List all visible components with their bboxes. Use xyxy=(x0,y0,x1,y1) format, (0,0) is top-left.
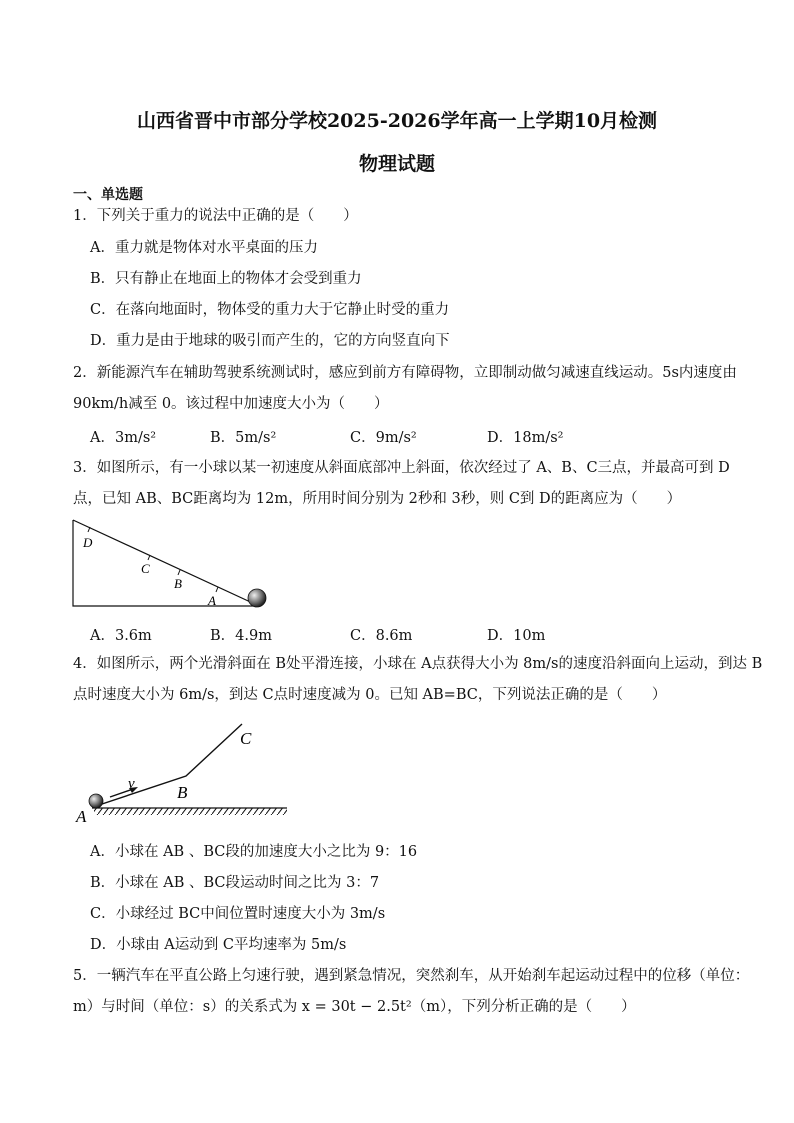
question-2-stem-line2: 90km/h减至 0。该过程中加速度大小为（ ） xyxy=(73,396,389,412)
question-2-stem-line1: 2．新能源汽车在辅助驾驶系统测试时，感应到前方有障碍物，立即制动做匀减速直线运动。5s内速度由 xyxy=(73,365,737,381)
question-1-option-a: A．重力就是物体对水平桌面的压力 xyxy=(90,240,318,256)
question-2-option-c: C．9m/s² xyxy=(350,430,417,446)
tick-a xyxy=(216,587,218,592)
question-5-stem-line1: 5．一辆汽车在平直公路上匀速行驶，遇到紧急情况，突然刹车，从开始刹车起运动过程中的位移（单位： xyxy=(73,968,750,984)
page-title-line1: 山西省晋中市部分学校2025-2026学年高一上学期10月检测 xyxy=(136,110,658,132)
question-5-stem-line2: m）与时间（单位：s）的关系式为 x = 30t − 2.5t²（m），下列分析正确的是（ ） xyxy=(73,999,636,1015)
label-b: B xyxy=(174,576,182,591)
ball xyxy=(89,794,103,808)
question-2-option-b: B．5m/s² xyxy=(210,430,277,446)
question-3-stem-line2: 点，已知 AB、BC距离均为 12m，所用时间分别为 2秒和 3秒，则 C到 D的距离应为（ ） xyxy=(73,491,682,507)
label-a: A xyxy=(208,593,216,608)
question-4-option-d: D．小球由 A运动到 C平均速率为 5m/s xyxy=(90,937,347,953)
label-a: A xyxy=(76,807,87,824)
question-1-stem: 1．下列关于重力的说法中正确的是（ ） xyxy=(73,208,358,224)
question-2-option-d: D．18m/s² xyxy=(487,430,564,446)
question-4-option-a: A．小球在 AB 、BC段的加速度大小之比为 9：16 xyxy=(90,844,418,860)
question-4-option-c: C．小球经过 BC中间位置时速度大小为 3m/s xyxy=(90,906,386,922)
question-1-option-c: C．在落向地面时，物体受的重力大于它静止时受的重力 xyxy=(90,302,450,318)
ball xyxy=(248,589,266,607)
question-4-two-slope-figure xyxy=(74,718,294,824)
question-2-option-a: A．3m/s² xyxy=(90,430,157,446)
page-title-line2: 物理试题 xyxy=(358,153,435,175)
label-c: C xyxy=(240,729,252,748)
question-3-option-c: C．8.6m xyxy=(350,628,413,644)
question-3-incline-figure xyxy=(70,515,280,611)
section-heading: 一、单选题 xyxy=(73,187,143,203)
question-4-stem-line2: 点时速度大小为 6m/s，到达 C点时速度减为 0。已知 AB=BC，下列说法正确的是（ ） xyxy=(73,687,667,703)
label-d: D xyxy=(83,535,93,550)
question-3-option-b: B．4.9m xyxy=(210,628,272,644)
tick-b xyxy=(178,570,180,575)
question-4-stem-line1: 4．如图所示，两个光滑斜面在 B处平滑连接，小球在 A点获得大小为 8m/s的速度沿斜面向上运动，到达 B xyxy=(73,656,763,672)
label-c: C xyxy=(141,561,150,576)
label-v: v xyxy=(128,776,135,792)
question-3-option-d: D．10m xyxy=(487,628,546,644)
question-4-option-b: B．小球在 AB 、BC段运动时间之比为 3：7 xyxy=(90,875,380,891)
question-1-option-d: D．重力是由于地球的吸引而产生的，它的方向竖直向下 xyxy=(90,333,450,349)
label-b: B xyxy=(177,783,188,802)
question-3-stem-line1: 3．如图所示，有一小球以某一初速度从斜面底部冲上斜面，依次经过了 A、B、C三点，并最高可到 D xyxy=(73,460,730,476)
ground-hatching xyxy=(94,808,287,815)
question-1-option-b: B．只有静止在地面上的物体才会受到重力 xyxy=(90,271,362,287)
question-3-option-a: A．3.6m xyxy=(90,628,152,644)
incline-triangle xyxy=(73,520,259,606)
